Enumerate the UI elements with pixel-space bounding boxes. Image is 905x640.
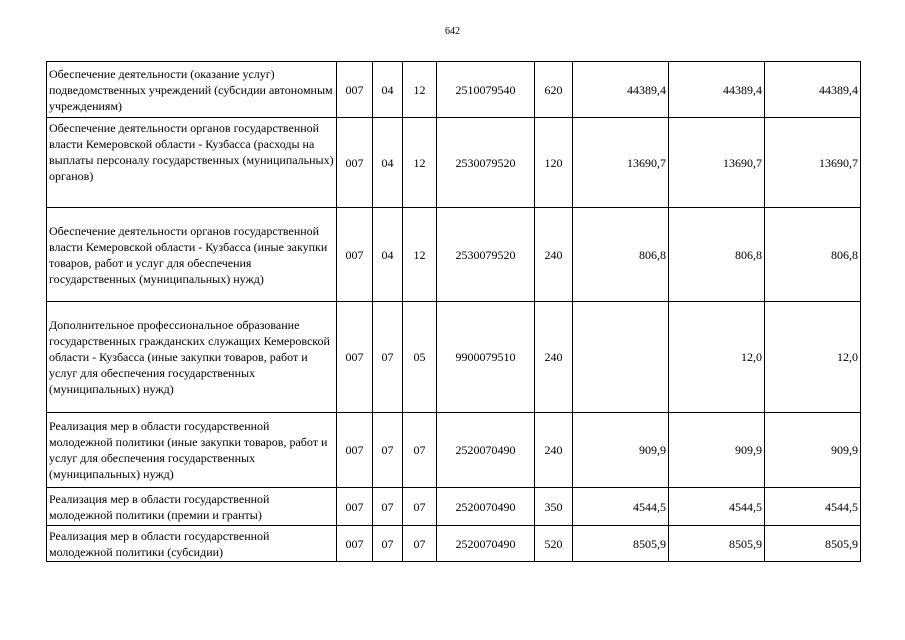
table-row	[47, 62, 861, 118]
subsection-code: 07	[403, 413, 437, 488]
row-description: Реализация мер в области государственной молодежной политики (премии и гранты)	[47, 488, 337, 526]
ministry-code: 007	[337, 413, 373, 488]
target-article-code: 2520070490	[437, 413, 535, 488]
amount-year-2: 13690,7	[669, 118, 765, 208]
subsection-code: 12	[403, 208, 437, 302]
subsection-code: 05	[403, 302, 437, 413]
section-code: 04	[373, 118, 403, 208]
table-row	[47, 118, 861, 208]
ministry-code: 007	[337, 526, 373, 562]
amount-year-3: 12,0	[765, 302, 861, 413]
table-row	[47, 302, 861, 413]
ministry-code: 007	[337, 208, 373, 302]
expense-type-code: 240	[535, 302, 573, 413]
amount-year-1: 13690,7	[573, 118, 669, 208]
section-code: 07	[373, 413, 403, 488]
ministry-code: 007	[337, 62, 373, 118]
row-description: Обеспечение деятельности органов государственной власти Кемеровской области - Кузбасса (расходы на выплаты персоналу государственных (муниципальных) органов)	[47, 118, 337, 208]
amount-year-2: 4544,5	[669, 488, 765, 526]
expense-type-code: 120	[535, 118, 573, 208]
subsection-code: 12	[403, 118, 437, 208]
section-code: 07	[373, 302, 403, 413]
amount-year-1: 44389,4	[573, 62, 669, 118]
row-description: Обеспечение деятельности (оказание услуг) подведомственных учреждений (субсидии автономным учреждениям)	[47, 62, 337, 118]
amount-year-1: 806,8	[573, 208, 669, 302]
section-code: 07	[373, 488, 403, 526]
table-row	[47, 526, 861, 562]
subsection-code: 07	[403, 526, 437, 562]
row-description: Реализация мер в области государственной молодежной политики (иные закупки товаров, работ и услуг для обеспечения государственных (муниципальных) нужд)	[47, 413, 337, 488]
table-row	[47, 208, 861, 302]
amount-year-1: 909,9	[573, 413, 669, 488]
subsection-code: 12	[403, 62, 437, 118]
amount-year-1	[573, 302, 669, 413]
amount-year-2: 909,9	[669, 413, 765, 488]
target-article-code: 2520070490	[437, 488, 535, 526]
target-article-code: 2510079540	[437, 62, 535, 118]
target-article-code: 2520070490	[437, 526, 535, 562]
amount-year-3: 4544,5	[765, 488, 861, 526]
page-number: 642	[445, 26, 460, 37]
ministry-code: 007	[337, 302, 373, 413]
amount-year-3: 44389,4	[765, 62, 861, 118]
ministry-code: 007	[337, 488, 373, 526]
section-code: 04	[373, 208, 403, 302]
amount-year-3: 909,9	[765, 413, 861, 488]
amount-year-3: 13690,7	[765, 118, 861, 208]
expense-type-code: 240	[535, 208, 573, 302]
budget-table	[46, 61, 861, 562]
amount-year-1: 8505,9	[573, 526, 669, 562]
ministry-code: 007	[337, 118, 373, 208]
row-description: Дополнительное профессиональное образование государственных гражданских служащих Кемеровской области - Кузбасса (иные закупки товаров, работ и услуг для обеспечения государственных (муниципальных) нужд)	[47, 302, 337, 413]
table-row	[47, 413, 861, 488]
row-description: Обеспечение деятельности органов государственной власти Кемеровской области - Кузбасса (иные закупки товаров, работ и услуг для обеспечения государственных (муниципальных) нужд)	[47, 208, 337, 302]
amount-year-2: 12,0	[669, 302, 765, 413]
expense-type-code: 620	[535, 62, 573, 118]
target-article-code: 9900079510	[437, 302, 535, 413]
section-code: 04	[373, 62, 403, 118]
section-code: 07	[373, 526, 403, 562]
target-article-code: 2530079520	[437, 118, 535, 208]
amount-year-3: 806,8	[765, 208, 861, 302]
subsection-code: 07	[403, 488, 437, 526]
amount-year-2: 8505,9	[669, 526, 765, 562]
expense-type-code: 520	[535, 526, 573, 562]
amount-year-1: 4544,5	[573, 488, 669, 526]
amount-year-2: 44389,4	[669, 62, 765, 118]
row-description: Реализация мер в области государственной молодежной политики (субсидии)	[47, 526, 337, 562]
amount-year-3: 8505,9	[765, 526, 861, 562]
expense-type-code: 350	[535, 488, 573, 526]
expense-type-code: 240	[535, 413, 573, 488]
amount-year-2: 806,8	[669, 208, 765, 302]
table-row	[47, 488, 861, 526]
target-article-code: 2530079520	[437, 208, 535, 302]
